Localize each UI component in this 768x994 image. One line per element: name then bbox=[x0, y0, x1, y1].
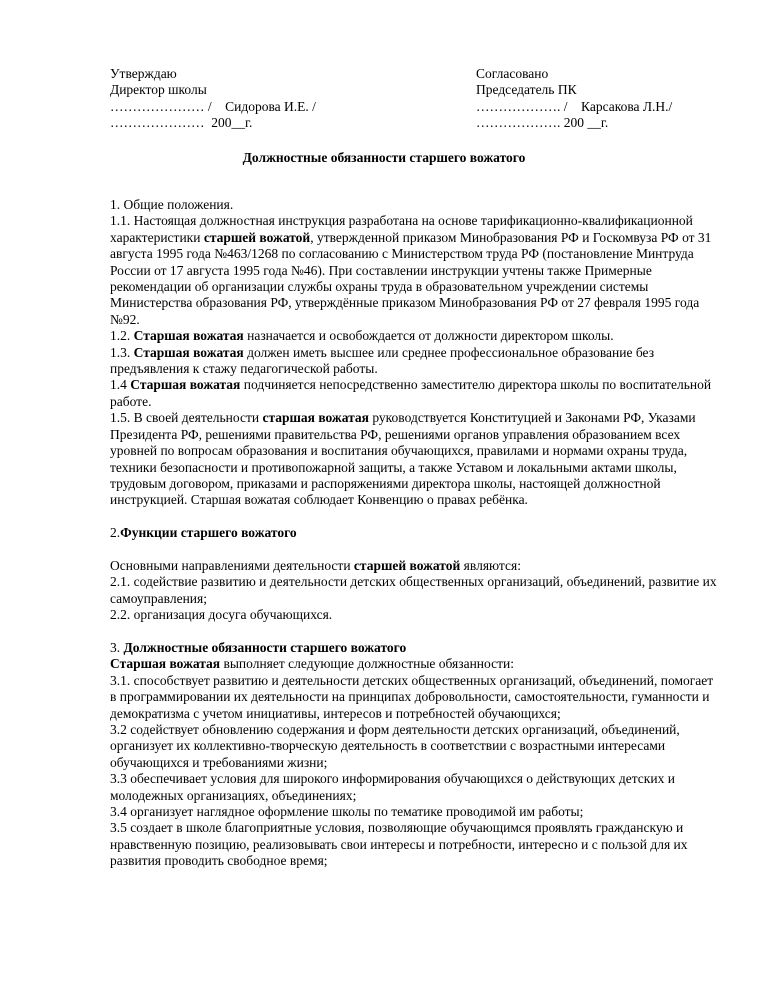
paragraph-3-1: 3.1. способствует развитию и деятельности детских общественных организаций, объединений, помогает в программировании их деятельности на принципах добровольности, самостоятельности, гуманности и демократизма с учетом инициативы, интересов и потребностей обучающихся; bbox=[110, 672, 714, 721]
section-gap bbox=[110, 624, 722, 640]
section-1-heading: 1. Общие положения. bbox=[110, 197, 234, 212]
paragraph-3-4: 3.4 организует наглядное оформление школы по тематике проводимой им работы; bbox=[110, 803, 584, 819]
approved-line: Директор школы bbox=[110, 82, 207, 98]
section-3-intro: Старшая вожатая выполняет следующие должностные обязанности: bbox=[110, 656, 514, 672]
section-2-heading: 2.Функции старшего вожатого bbox=[110, 525, 297, 541]
paragraph-2-2: 2.2. организация досуга обучающихся. bbox=[110, 607, 333, 623]
agreed-line: ………………. 200 __г. bbox=[476, 115, 609, 131]
agreed-line: Председатель ПК bbox=[476, 82, 577, 98]
approval-header bbox=[110, 66, 730, 136]
document-body bbox=[110, 197, 722, 870]
agreed-block bbox=[476, 66, 756, 132]
approved-line: Утверждаю bbox=[110, 66, 177, 81]
paragraph-1-3: 1.3. Старшая вожатая должен иметь высшее или среднее профессиональное образование без предъявления к стажу педагогической работы. bbox=[110, 344, 655, 377]
paragraph-1-2: 1.2. Старшая вожатая назначается и освобождается от должности директором школы. bbox=[110, 328, 614, 344]
section-gap bbox=[110, 509, 722, 525]
paragraph-3-3: 3.3 обеспечивает условия для широкого информирования обучающихся о действующих детских и молодежных организациях, объединениях; bbox=[110, 771, 675, 803]
document-title: Должностные обязанности старшего вожатого bbox=[242, 150, 526, 165]
section-3-heading: 3. Должностные обязанности старшего вожатого bbox=[110, 639, 407, 655]
section-2-intro: Основными направлениями деятельности старшей вожатой являются: bbox=[110, 557, 521, 573]
paragraph-1-1: 1.1. Настоящая должностная инструкция разработана на основе тарификационно-квалификационной характеристики старшей вожатой, утвержденной приказом Минобразования РФ и Госкомвуза РФ от 31 августа 1995 года №463/1268 по согласованию с Министерством труда РФ (постановление Минтруда России от 17 августа 1995 года №46). При составлении инструкции учтены также Примерные рекомендации об организации службы охраны труда в образовательном учреждении системы Министерства образования РФ, утверждённые приказом Минобразования РФ от 27 февраля 1995 года №92. bbox=[110, 213, 712, 327]
paragraph-3-5: 3.5 создает в школе благоприятные условия, позволяющие обучающимся проявлять гражданскую и нравственную позицию, реализовывать свои интересы и потребности, интересно и с пользой для их развития проводить свободное время; bbox=[110, 820, 688, 869]
paragraph-1-4: 1.4 Старшая вожатая подчиняется непосредственно заместителю директора школы по воспитательной работе. bbox=[110, 377, 712, 409]
paragraph-2-1: 2.1. содействие развитию и деятельности детских общественных организаций, объединений, развитие их самоуправления; bbox=[110, 574, 717, 606]
section-gap bbox=[110, 542, 722, 558]
agreed-line: Согласовано bbox=[476, 66, 549, 81]
paragraph-1-5: 1.5. В своей деятельности старшая вожатая руководствуется Конституцией и Законами РФ, Указами Президента РФ, решениями правительства РФ, решениями органов управления образованием всех уровней по вопросам образования и воспитания обучающихся, правилами и нормами охраны труда, техники безопасности и противопожарной защиты, а также Уставом и локальными актами школы, трудовым договором, приказами и распоряжениями директора школы, настоящей должностной инструкцией. Старшая вожатая соблюдает Конвенцию о правах ребёнка. bbox=[110, 410, 696, 508]
paragraph-3-2: 3.2 содействует обновлению содержания и форм деятельности детских организаций, объединений, организует их коллективно-творческую деятельность в соответствии с возрастными интересами обучающихся и требованиями жизни; bbox=[110, 721, 680, 770]
agreed-line: ………………. / Карсакова Л.Н./ bbox=[476, 98, 673, 114]
approved-line: ………………… 200__г. bbox=[110, 115, 253, 131]
approved-block bbox=[110, 66, 440, 132]
approved-line: ………………… / Сидорова И.Е. / bbox=[110, 98, 316, 114]
